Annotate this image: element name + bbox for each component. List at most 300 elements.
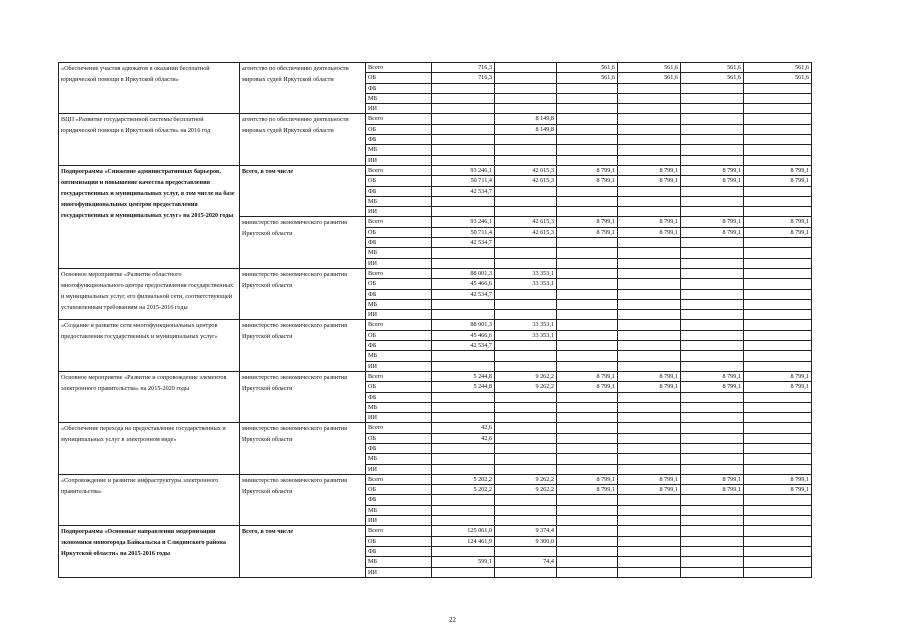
funding-source-cell: МБ bbox=[366, 454, 432, 464]
amount-cell: 599,1 bbox=[432, 557, 495, 567]
amount-cell bbox=[557, 443, 618, 453]
amount-cell bbox=[618, 104, 681, 114]
amount-cell bbox=[618, 330, 681, 340]
funding-source-cell: МБ bbox=[366, 248, 432, 258]
amount-cell bbox=[557, 505, 618, 515]
amount-cell bbox=[744, 567, 812, 577]
amount-cell: 8 799,1 bbox=[744, 176, 812, 186]
amount-cell bbox=[432, 402, 495, 412]
amount-cell bbox=[432, 196, 495, 206]
amount-cell bbox=[618, 114, 681, 124]
amount-cell bbox=[744, 279, 812, 289]
amount-cell: 8 799,1 bbox=[744, 165, 812, 175]
amount-cell bbox=[557, 207, 618, 217]
responsible-executor-cell: министерство экономического развития Иркутской области bbox=[240, 217, 366, 268]
amount-cell: 9 262,2 bbox=[495, 485, 557, 495]
amount-cell bbox=[495, 546, 557, 556]
amount-cell: 8 799,1 bbox=[744, 485, 812, 495]
amount-cell bbox=[681, 258, 744, 268]
amount-cell: 42 534,7 bbox=[432, 289, 495, 299]
amount-cell bbox=[618, 145, 681, 155]
amount-cell bbox=[681, 526, 744, 536]
amount-cell bbox=[681, 83, 744, 93]
amount-cell bbox=[744, 207, 812, 217]
amount-cell: 124 461,9 bbox=[432, 536, 495, 546]
amount-cell bbox=[495, 423, 557, 433]
amount-cell bbox=[618, 402, 681, 412]
amount-cell bbox=[495, 495, 557, 505]
amount-cell bbox=[744, 258, 812, 268]
amount-cell: 42 615,3 bbox=[495, 176, 557, 186]
amount-cell bbox=[432, 443, 495, 453]
amount-cell bbox=[681, 207, 744, 217]
amount-cell: 8 799,1 bbox=[557, 474, 618, 484]
amount-cell bbox=[495, 567, 557, 577]
amount-cell bbox=[432, 413, 495, 423]
amount-cell bbox=[495, 93, 557, 103]
amount-cell bbox=[557, 495, 618, 505]
funding-source-cell: ИИ bbox=[366, 155, 432, 165]
amount-cell bbox=[618, 351, 681, 361]
amount-cell: 9 262,2 bbox=[495, 382, 557, 392]
amount-cell bbox=[432, 93, 495, 103]
amount-cell bbox=[495, 135, 557, 145]
amount-cell bbox=[681, 299, 744, 309]
amount-cell bbox=[557, 423, 618, 433]
amount-cell: 8 799,1 bbox=[618, 485, 681, 495]
funding-source-cell: Всего bbox=[366, 165, 432, 175]
amount-cell bbox=[618, 238, 681, 248]
amount-cell bbox=[557, 454, 618, 464]
amount-cell bbox=[432, 454, 495, 464]
amount-cell bbox=[618, 505, 681, 515]
amount-cell bbox=[495, 258, 557, 268]
amount-cell bbox=[618, 155, 681, 165]
amount-cell: 8 799,1 bbox=[557, 176, 618, 186]
amount-cell bbox=[618, 124, 681, 134]
amount-cell: 33 353,1 bbox=[495, 268, 557, 278]
program-name-cell: Подпрограмма «Снижение административных барьеров, оптимизация и повышение качества предоставления государственных и муниципальных услуг, в том числе на базе многофункциональных центров предоставления государственных и муниципальных услуг» на 2015-2020 годы bbox=[59, 165, 240, 268]
responsible-executor-cell: Всего, в том числе bbox=[240, 165, 366, 216]
amount-cell bbox=[495, 248, 557, 258]
funding-source-cell: ОБ bbox=[366, 382, 432, 392]
amount-cell bbox=[681, 124, 744, 134]
amount-cell bbox=[495, 207, 557, 217]
amount-cell: 8 799,1 bbox=[681, 382, 744, 392]
amount-cell bbox=[744, 310, 812, 320]
amount-cell bbox=[744, 526, 812, 536]
amount-cell bbox=[557, 464, 618, 474]
amount-cell bbox=[744, 93, 812, 103]
funding-source-cell: МБ bbox=[366, 351, 432, 361]
amount-cell bbox=[681, 135, 744, 145]
amount-cell bbox=[618, 413, 681, 423]
amount-cell: 88 001,3 bbox=[432, 268, 495, 278]
funding-source-cell: ФБ bbox=[366, 186, 432, 196]
amount-cell bbox=[681, 320, 744, 330]
amount-cell bbox=[432, 104, 495, 114]
amount-cell bbox=[495, 145, 557, 155]
amount-cell: 8 799,1 bbox=[744, 371, 812, 381]
amount-cell bbox=[744, 83, 812, 93]
amount-cell bbox=[557, 546, 618, 556]
amount-cell bbox=[495, 392, 557, 402]
amount-cell bbox=[432, 248, 495, 258]
responsible-executor-cell: Всего, в том числе bbox=[240, 526, 366, 577]
amount-cell bbox=[557, 145, 618, 155]
amount-cell bbox=[432, 124, 495, 134]
amount-cell: 8 799,1 bbox=[618, 227, 681, 237]
program-name-cell: «Обеспечение перехода на предоставление государственных и муниципальных услуг в электронном виде» bbox=[59, 423, 240, 474]
table-row bbox=[59, 423, 812, 433]
amount-cell bbox=[557, 289, 618, 299]
amount-cell: 93 246,1 bbox=[432, 217, 495, 227]
amount-cell bbox=[744, 464, 812, 474]
amount-cell: 5 244,8 bbox=[432, 371, 495, 381]
funding-source-cell: МБ bbox=[366, 299, 432, 309]
budget-table-body bbox=[59, 63, 812, 578]
amount-cell bbox=[557, 155, 618, 165]
funding-source-cell: ОБ bbox=[366, 433, 432, 443]
amount-cell bbox=[681, 238, 744, 248]
funding-source-cell: ОБ bbox=[366, 176, 432, 186]
amount-cell bbox=[557, 330, 618, 340]
amount-cell bbox=[495, 361, 557, 371]
funding-source-cell: Всего bbox=[366, 217, 432, 227]
amount-cell bbox=[432, 567, 495, 577]
amount-cell: 561,6 bbox=[681, 73, 744, 83]
amount-cell bbox=[681, 433, 744, 443]
amount-cell: 561,6 bbox=[618, 73, 681, 83]
amount-cell bbox=[618, 320, 681, 330]
amount-cell bbox=[681, 351, 744, 361]
amount-cell bbox=[432, 299, 495, 309]
amount-cell bbox=[744, 402, 812, 412]
amount-cell bbox=[432, 155, 495, 165]
amount-cell: 8 799,1 bbox=[557, 217, 618, 227]
amount-cell bbox=[557, 402, 618, 412]
amount-cell bbox=[557, 196, 618, 206]
amount-cell: 8 799,1 bbox=[681, 227, 744, 237]
amount-cell bbox=[557, 320, 618, 330]
amount-cell: 88 001,3 bbox=[432, 320, 495, 330]
amount-cell bbox=[557, 124, 618, 134]
amount-cell bbox=[681, 155, 744, 165]
amount-cell: 42,6 bbox=[432, 423, 495, 433]
amount-cell bbox=[618, 443, 681, 453]
amount-cell bbox=[618, 207, 681, 217]
amount-cell bbox=[432, 207, 495, 217]
amount-cell bbox=[557, 310, 618, 320]
funding-source-cell: ФБ bbox=[366, 495, 432, 505]
amount-cell bbox=[495, 341, 557, 351]
amount-cell: 42 615,3 bbox=[495, 165, 557, 175]
table-row bbox=[59, 165, 812, 175]
amount-cell bbox=[681, 413, 744, 423]
amount-cell bbox=[618, 536, 681, 546]
amount-cell bbox=[744, 238, 812, 248]
amount-cell bbox=[618, 310, 681, 320]
amount-cell bbox=[618, 557, 681, 567]
amount-cell: 42 615,3 bbox=[495, 217, 557, 227]
amount-cell: 45 466,6 bbox=[432, 330, 495, 340]
amount-cell bbox=[557, 392, 618, 402]
funding-source-cell: ОБ bbox=[366, 279, 432, 289]
amount-cell bbox=[618, 392, 681, 402]
amount-cell bbox=[495, 464, 557, 474]
amount-cell bbox=[681, 392, 744, 402]
amount-cell: 42 615,3 bbox=[495, 227, 557, 237]
page-number: 22 bbox=[449, 616, 456, 624]
amount-cell bbox=[557, 268, 618, 278]
funding-source-cell: Всего bbox=[366, 63, 432, 73]
funding-source-cell: МБ bbox=[366, 93, 432, 103]
amount-cell bbox=[557, 361, 618, 371]
amount-cell bbox=[618, 454, 681, 464]
amount-cell bbox=[557, 279, 618, 289]
program-name-cell: «Создание и развитие сети многофункциональных центров предоставления государственных и муниципальных услуг» bbox=[59, 320, 240, 371]
amount-cell: 50 711,4 bbox=[432, 227, 495, 237]
amount-cell bbox=[744, 557, 812, 567]
amount-cell: 561,6 bbox=[618, 63, 681, 73]
amount-cell: 8 799,1 bbox=[744, 474, 812, 484]
amount-cell: 8 799,1 bbox=[681, 217, 744, 227]
amount-cell bbox=[495, 83, 557, 93]
program-name-cell: Основное мероприятие «Развитие областного многофункционального центра предоставления государственных и муниципальных услуг, его филиальной сети, соответствующей установленным требованиям на 2015-2016 годы bbox=[59, 268, 240, 319]
amount-cell bbox=[495, 454, 557, 464]
program-name-cell: Основное мероприятие «Развитие и сопровождение элементов электронного правительства» на 2015-2020 годы bbox=[59, 371, 240, 422]
funding-source-cell: ИИ bbox=[366, 464, 432, 474]
funding-source-cell: ФБ bbox=[366, 238, 432, 248]
funding-source-cell: ОБ bbox=[366, 536, 432, 546]
amount-cell bbox=[618, 464, 681, 474]
amount-cell: 5 202,2 bbox=[432, 474, 495, 484]
table-row bbox=[59, 268, 812, 278]
amount-cell: 8 799,1 bbox=[618, 217, 681, 227]
amount-cell bbox=[744, 536, 812, 546]
amount-cell bbox=[432, 135, 495, 145]
amount-cell bbox=[744, 392, 812, 402]
amount-cell bbox=[618, 546, 681, 556]
amount-cell: 8 799,1 bbox=[557, 485, 618, 495]
amount-cell bbox=[432, 392, 495, 402]
amount-cell bbox=[557, 238, 618, 248]
amount-cell: 50 711,4 bbox=[432, 176, 495, 186]
amount-cell bbox=[618, 433, 681, 443]
amount-cell: 8 799,1 bbox=[618, 176, 681, 186]
funding-source-cell: ОБ bbox=[366, 73, 432, 83]
responsible-executor-cell: министерство экономического развития Иркутской области bbox=[240, 423, 366, 474]
amount-cell: 8 149,8 bbox=[495, 124, 557, 134]
table-row bbox=[59, 474, 812, 484]
amount-cell bbox=[744, 433, 812, 443]
amount-cell bbox=[618, 248, 681, 258]
amount-cell bbox=[744, 505, 812, 515]
amount-cell: 125 061,0 bbox=[432, 526, 495, 536]
amount-cell bbox=[432, 310, 495, 320]
amount-cell: 42 534,7 bbox=[432, 186, 495, 196]
amount-cell bbox=[432, 351, 495, 361]
amount-cell bbox=[495, 73, 557, 83]
amount-cell bbox=[495, 289, 557, 299]
funding-source-cell: ИИ bbox=[366, 361, 432, 371]
amount-cell bbox=[618, 567, 681, 577]
amount-cell: 8 799,1 bbox=[557, 165, 618, 175]
amount-cell: 8 799,1 bbox=[681, 474, 744, 484]
amount-cell bbox=[495, 186, 557, 196]
funding-source-cell: ОБ bbox=[366, 227, 432, 237]
amount-cell bbox=[681, 341, 744, 351]
amount-cell bbox=[432, 495, 495, 505]
funding-source-cell: ОБ bbox=[366, 124, 432, 134]
amount-cell bbox=[744, 516, 812, 526]
amount-cell bbox=[744, 248, 812, 258]
amount-cell: 9 262,2 bbox=[495, 371, 557, 381]
amount-cell bbox=[557, 186, 618, 196]
program-name-cell: «Обеспечение участия адвокатов в оказании бесплатной юридической помощи в Иркутской области» bbox=[59, 63, 240, 114]
amount-cell bbox=[557, 93, 618, 103]
amount-cell: 8 149,8 bbox=[495, 114, 557, 124]
amount-cell bbox=[681, 145, 744, 155]
amount-cell bbox=[681, 279, 744, 289]
amount-cell bbox=[744, 104, 812, 114]
amount-cell: 5 202,2 bbox=[432, 485, 495, 495]
funding-source-cell: МБ bbox=[366, 505, 432, 515]
funding-source-cell: Всего bbox=[366, 423, 432, 433]
amount-cell bbox=[744, 155, 812, 165]
amount-cell: 8 799,1 bbox=[744, 382, 812, 392]
amount-cell bbox=[744, 124, 812, 134]
amount-cell: 8 799,1 bbox=[744, 217, 812, 227]
amount-cell bbox=[681, 114, 744, 124]
amount-cell bbox=[681, 186, 744, 196]
amount-cell bbox=[618, 135, 681, 145]
amount-cell bbox=[744, 454, 812, 464]
funding-source-cell: Всего bbox=[366, 114, 432, 124]
amount-cell bbox=[744, 196, 812, 206]
table-row bbox=[59, 320, 812, 330]
funding-source-cell: ФБ bbox=[366, 392, 432, 402]
amount-cell: 8 799,1 bbox=[681, 371, 744, 381]
funding-source-cell: Всего bbox=[366, 268, 432, 278]
responsible-executor-cell: министерство экономического развития Иркутской области bbox=[240, 320, 366, 371]
amount-cell bbox=[495, 351, 557, 361]
amount-cell: 8 799,1 bbox=[744, 227, 812, 237]
funding-source-cell: ФБ bbox=[366, 83, 432, 93]
amount-cell bbox=[744, 330, 812, 340]
responsible-executor-cell: министерство экономического развития Иркутской области bbox=[240, 371, 366, 422]
amount-cell bbox=[557, 258, 618, 268]
amount-cell bbox=[681, 546, 744, 556]
amount-cell bbox=[681, 93, 744, 103]
funding-source-cell: ОБ bbox=[366, 485, 432, 495]
amount-cell: 33 353,1 bbox=[495, 330, 557, 340]
amount-cell bbox=[432, 546, 495, 556]
amount-cell bbox=[618, 423, 681, 433]
amount-cell bbox=[681, 567, 744, 577]
amount-cell bbox=[744, 114, 812, 124]
amount-cell bbox=[495, 238, 557, 248]
amount-cell bbox=[681, 330, 744, 340]
budget-table bbox=[58, 62, 812, 578]
amount-cell bbox=[495, 155, 557, 165]
amount-cell bbox=[557, 516, 618, 526]
amount-cell bbox=[744, 268, 812, 278]
amount-cell: 561,6 bbox=[744, 73, 812, 83]
amount-cell bbox=[495, 63, 557, 73]
amount-cell bbox=[495, 516, 557, 526]
funding-source-cell: МБ bbox=[366, 557, 432, 567]
amount-cell: 8 799,1 bbox=[557, 371, 618, 381]
amount-cell bbox=[432, 464, 495, 474]
amount-cell bbox=[618, 258, 681, 268]
amount-cell bbox=[618, 341, 681, 351]
funding-source-cell: ИИ bbox=[366, 567, 432, 577]
amount-cell bbox=[495, 299, 557, 309]
amount-cell bbox=[681, 505, 744, 515]
amount-cell bbox=[495, 433, 557, 443]
amount-cell bbox=[495, 104, 557, 114]
amount-cell bbox=[681, 495, 744, 505]
amount-cell bbox=[744, 145, 812, 155]
amount-cell bbox=[681, 536, 744, 546]
amount-cell bbox=[557, 433, 618, 443]
amount-cell: 8 799,1 bbox=[681, 165, 744, 175]
amount-cell bbox=[681, 557, 744, 567]
amount-cell bbox=[432, 516, 495, 526]
amount-cell bbox=[432, 83, 495, 93]
amount-cell bbox=[557, 248, 618, 258]
amount-cell bbox=[681, 464, 744, 474]
funding-source-cell: ИИ bbox=[366, 413, 432, 423]
amount-cell: 716,3 bbox=[432, 73, 495, 83]
amount-cell bbox=[681, 248, 744, 258]
amount-cell bbox=[557, 526, 618, 536]
funding-source-cell: МБ bbox=[366, 145, 432, 155]
amount-cell bbox=[744, 186, 812, 196]
funding-source-cell: Всего bbox=[366, 474, 432, 484]
amount-cell: 5 244,8 bbox=[432, 382, 495, 392]
program-name-cell: ВЦП «Развитие государственной системы бесплатной юридической помощи в Иркутской области» на 2016 год bbox=[59, 114, 240, 165]
amount-cell: 93 246,1 bbox=[432, 165, 495, 175]
responsible-executor-cell: министерство экономического развития Иркутской области bbox=[240, 474, 366, 525]
amount-cell: 42 534,7 bbox=[432, 238, 495, 248]
amount-cell: 74,4 bbox=[495, 557, 557, 567]
table-row bbox=[59, 63, 812, 73]
amount-cell bbox=[618, 268, 681, 278]
amount-cell bbox=[495, 310, 557, 320]
funding-source-cell: ФБ bbox=[366, 443, 432, 453]
amount-cell: 9 300,0 bbox=[495, 536, 557, 546]
amount-cell: 8 799,1 bbox=[681, 176, 744, 186]
amount-cell bbox=[618, 83, 681, 93]
funding-source-cell: ФБ bbox=[366, 341, 432, 351]
amount-cell: 8 799,1 bbox=[557, 382, 618, 392]
amount-cell bbox=[744, 546, 812, 556]
amount-cell bbox=[681, 361, 744, 371]
amount-cell bbox=[432, 145, 495, 155]
amount-cell bbox=[744, 413, 812, 423]
amount-cell bbox=[681, 310, 744, 320]
amount-cell bbox=[744, 351, 812, 361]
funding-source-cell: Всего bbox=[366, 526, 432, 536]
amount-cell: 9 374,4 bbox=[495, 526, 557, 536]
amount-cell bbox=[432, 258, 495, 268]
amount-cell bbox=[557, 299, 618, 309]
amount-cell bbox=[557, 341, 618, 351]
program-name-cell: «Сопровождение и развитие инфраструктуры электронного правительства» bbox=[59, 474, 240, 525]
amount-cell bbox=[744, 443, 812, 453]
